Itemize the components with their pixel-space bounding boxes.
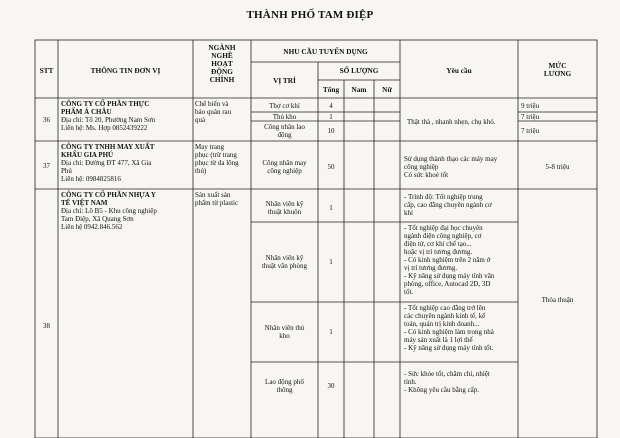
row-36-salary-2: 7 triệu — [521, 113, 540, 121]
row-37-industry: May trang phục (trừ trang phục từ da lông thú) — [195, 143, 239, 175]
page-title: THÀNH PHỐ TAM ĐIỆP — [246, 9, 374, 21]
row-36-total-2: 1 — [329, 113, 333, 121]
row-36-industry: Chế biến và bảo quản rau quả — [195, 100, 232, 124]
row-36-salary-3: 7 triệu — [521, 127, 540, 135]
header-industry: NGÀNH NGHỀ HOẠT ĐỘNG CHÍNH — [208, 43, 236, 84]
row-38-req-4: - Sức khỏe tốt, chăm chỉ, nhiệt tình. - Không yêu cầu bằng cấp. — [404, 370, 490, 394]
header-unit-info: THÔNG TIN ĐƠN VỊ — [90, 66, 161, 75]
row-38-total-1: 1 — [329, 204, 333, 212]
header-salary: MỨC LƯƠNG — [543, 61, 572, 78]
row-38-salary: Thỏa thuận — [541, 296, 574, 304]
row-37-requirements: Sử dụng thành thạo các máy may công nghiệp Có sức khoẻ tốt — [404, 155, 498, 179]
row-36-salary-1: 9 triệu — [521, 102, 540, 110]
row-36-stt: 36 — [43, 116, 50, 124]
row-38-pos-3: Nhân viên thủ kho — [264, 324, 305, 340]
row-37-stt: 37 — [43, 162, 50, 170]
row-37-pos-1: Công nhân may công nghiệp — [262, 159, 307, 175]
row-38-req-2: - Tốt nghiệp đại học chuyên ngành điện công nghiệp, cơ điện tử, cơ khí chế tạo... hoặc vị trí tương đương. - Có kinh nghiệm trên 2 năm ở vị trí tương đương. - Kỹ năng sử dụng máy tính văn phòng, office, Autocad 2D, 3D tốt. — [404, 224, 495, 296]
row-36-pos-1: Thợ cơ khí — [269, 102, 300, 110]
header-position: VỊ TRÍ — [273, 76, 296, 85]
row-38-total-4: 30 — [327, 382, 335, 390]
row-37-unit: CÔNG TY TNHH MAY XUẤT KHẨU GIA PHÚ Địa chỉ: Đường ĐT 477, Xã Gia Phú Liên hệ: 0984825816 — [61, 143, 155, 183]
row-38-pos-1: Nhân viên kỹ thuật khuôn — [265, 200, 304, 216]
header-stt: STT — [39, 66, 54, 75]
row-36-total-3: 10 — [327, 127, 335, 135]
row-36-pos-2: Thủ kho — [272, 113, 297, 121]
header-female: Nữ — [382, 85, 392, 94]
row-37-salary: 5-8 triệu — [545, 163, 570, 171]
row-38-req-3: - Tốt nghiệp cao đẳng trở lên các chuyên ngành kinh tế, kế toán, quản trị kinh doanh... - Có kinh nghiệm làm trong nhà máy sản xuất là 1 lợi thế - Kỹ năng sử dụng máy tính tốt. — [404, 304, 494, 352]
row-38-pos-4: Lao động phổ thông — [265, 378, 304, 394]
row-36-requirements: Thật thà , nhanh nhẹn, chụ khó. — [407, 118, 496, 126]
header-requirements: Yêu cầu — [446, 66, 472, 75]
row-38-unit: CÔNG TY CỔ PHẦN NHỰA Y TẾ VIỆT NAM Địa chỉ: Lô B5 - Khu công nghiệp Tam Điệp, Xã Quang Sơn Liên hệ 0942.846.562 — [61, 191, 157, 231]
row-36-total-1: 4 — [329, 102, 333, 110]
row-36-unit: CÔNG TY CỔ PHẦN THỰC PHẨM Á CHÂU Địa chỉ: Tổ 20, Phường Nam Sơn Liên hệ: Ms. Hợp 0852439222 — [61, 100, 156, 132]
row-38-total-3: 1 — [329, 328, 333, 336]
row-38-total-2: 1 — [329, 258, 333, 266]
row-38-stt: 38 — [43, 322, 50, 330]
row-36-pos-3: Công nhân lao động — [264, 123, 305, 139]
header-male: Nam — [351, 85, 367, 94]
header-total: Tổng — [322, 85, 340, 94]
row-38-pos-2: Nhân viên kỹ thuật văn phòng — [261, 254, 308, 270]
header-quantity: SỐ LƯỢNG — [339, 66, 379, 75]
header-demand: NHU CẦU TUYỂN DỤNG — [283, 47, 368, 56]
row-38-industry: Sản xuất sản phẩm từ plastic — [195, 191, 239, 207]
row-37-total-1: 50 — [327, 163, 335, 171]
row-38-req-1: - Trình độ: Tốt nghiệp trung cấp, cao đẳng chuyên ngành cơ khí — [404, 193, 492, 217]
